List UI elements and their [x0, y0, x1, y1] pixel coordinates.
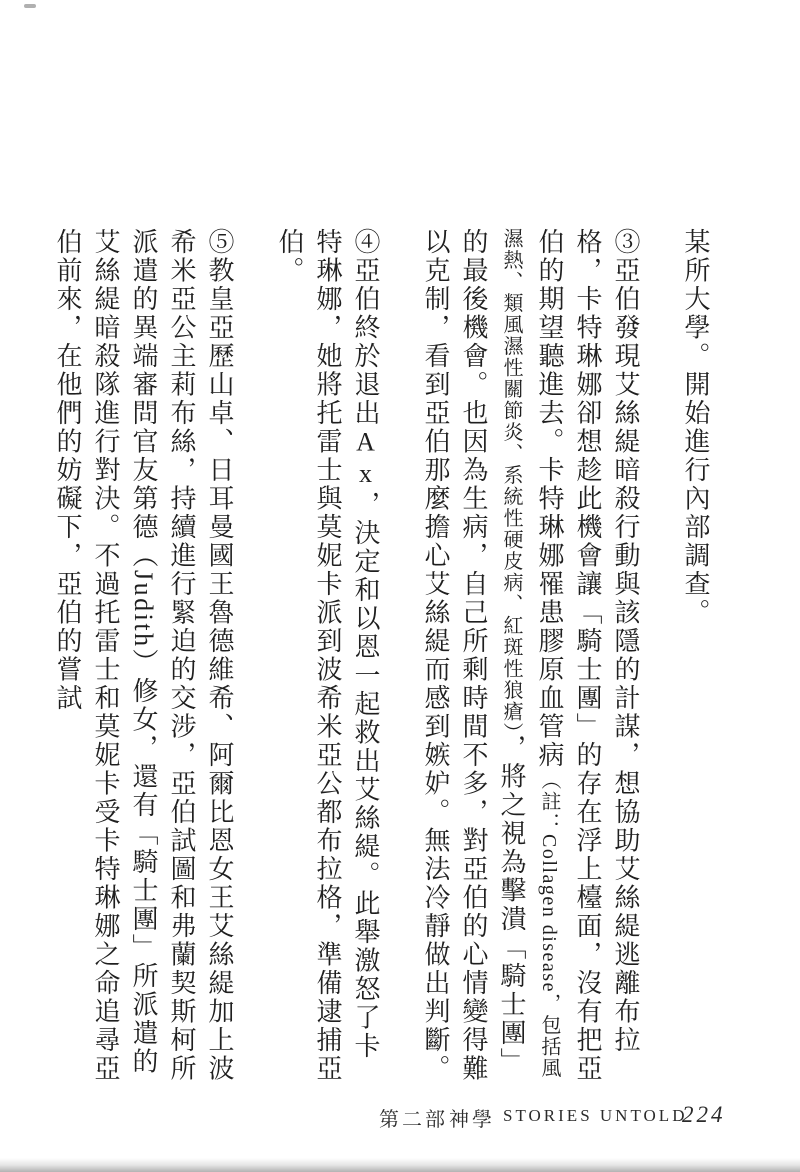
paragraph-item-5: [48, 228, 238, 1084]
footer-chapter-label: 神學: [449, 1109, 495, 1131]
footer-series-title: STORIES UNTOLD: [503, 1106, 688, 1125]
page-number: 224: [682, 1102, 726, 1127]
footer-part-label: 第二部: [379, 1109, 448, 1131]
paragraph-item-4: [270, 228, 384, 1084]
item-3-lead-text: ③亞伯發現艾絲緹暗殺行動與該隱的計謀，想協助艾絲緹逃離布拉格，卡特琳娜卻想趁此機會讓「騎士團」的存在浮上檯面，沒有把亞伯的期望聽進去。卡特琳娜罹患膠原血管病: [535, 228, 640, 1083]
item-3-rest-text: ，將之視為擊潰「騎士團」的最後機會。也因為生病，自己所剩時間不多，對亞伯的心情變得難以克制，看到亞伯那麼擔心艾絲緹而感到嫉妒。無法冷靜做出判斷。: [421, 228, 526, 1083]
item-5-text: ⑤教皇亞歷山卓、日耳曼國王魯德維希、阿爾比恩女王艾絲緹加上波希米亞公主莉布絲，持續進行緊迫的交涉，亞伯試圖和弗蘭契斯柯所派遣的異端審問官友第德（Judith）修女，還有「騎士團」所派遣的艾絲緹暗殺隊進行對決。不過托雷士和莫妮卡受卡特琳娜之命追尋亞伯前來，在他們的妨礙下，亞伯的嘗試: [53, 228, 234, 1083]
scan-artifact-speck: [24, 4, 36, 8]
paragraph-item-3: [416, 228, 644, 1084]
scan-edge-shadow: [0, 1158, 800, 1172]
item-4-latin-upright: Ax: [351, 427, 380, 491]
body-text: [48, 228, 714, 1084]
paragraph-continuation-text: 某所大學。開始進行內部調查。: [681, 228, 710, 627]
paragraph-continuation: [676, 228, 714, 1084]
page-footer: [0, 1101, 800, 1135]
item-4-lead-text: ④亞伯終於退出: [351, 228, 380, 428]
item-4-rest-text: ，決定和以恩一起救出艾絲緹。此舉激怒了卡特琳娜，她將托雷士與莫妮卡派到波希米亞公都布拉格，準備逮捕亞伯。: [275, 228, 380, 1083]
item-3-inline-note: （註：Collagen disease，包括風濕熱、類風濕性關節炎、系統性硬皮病、紅斑性狼瘡）: [500, 228, 560, 1079]
